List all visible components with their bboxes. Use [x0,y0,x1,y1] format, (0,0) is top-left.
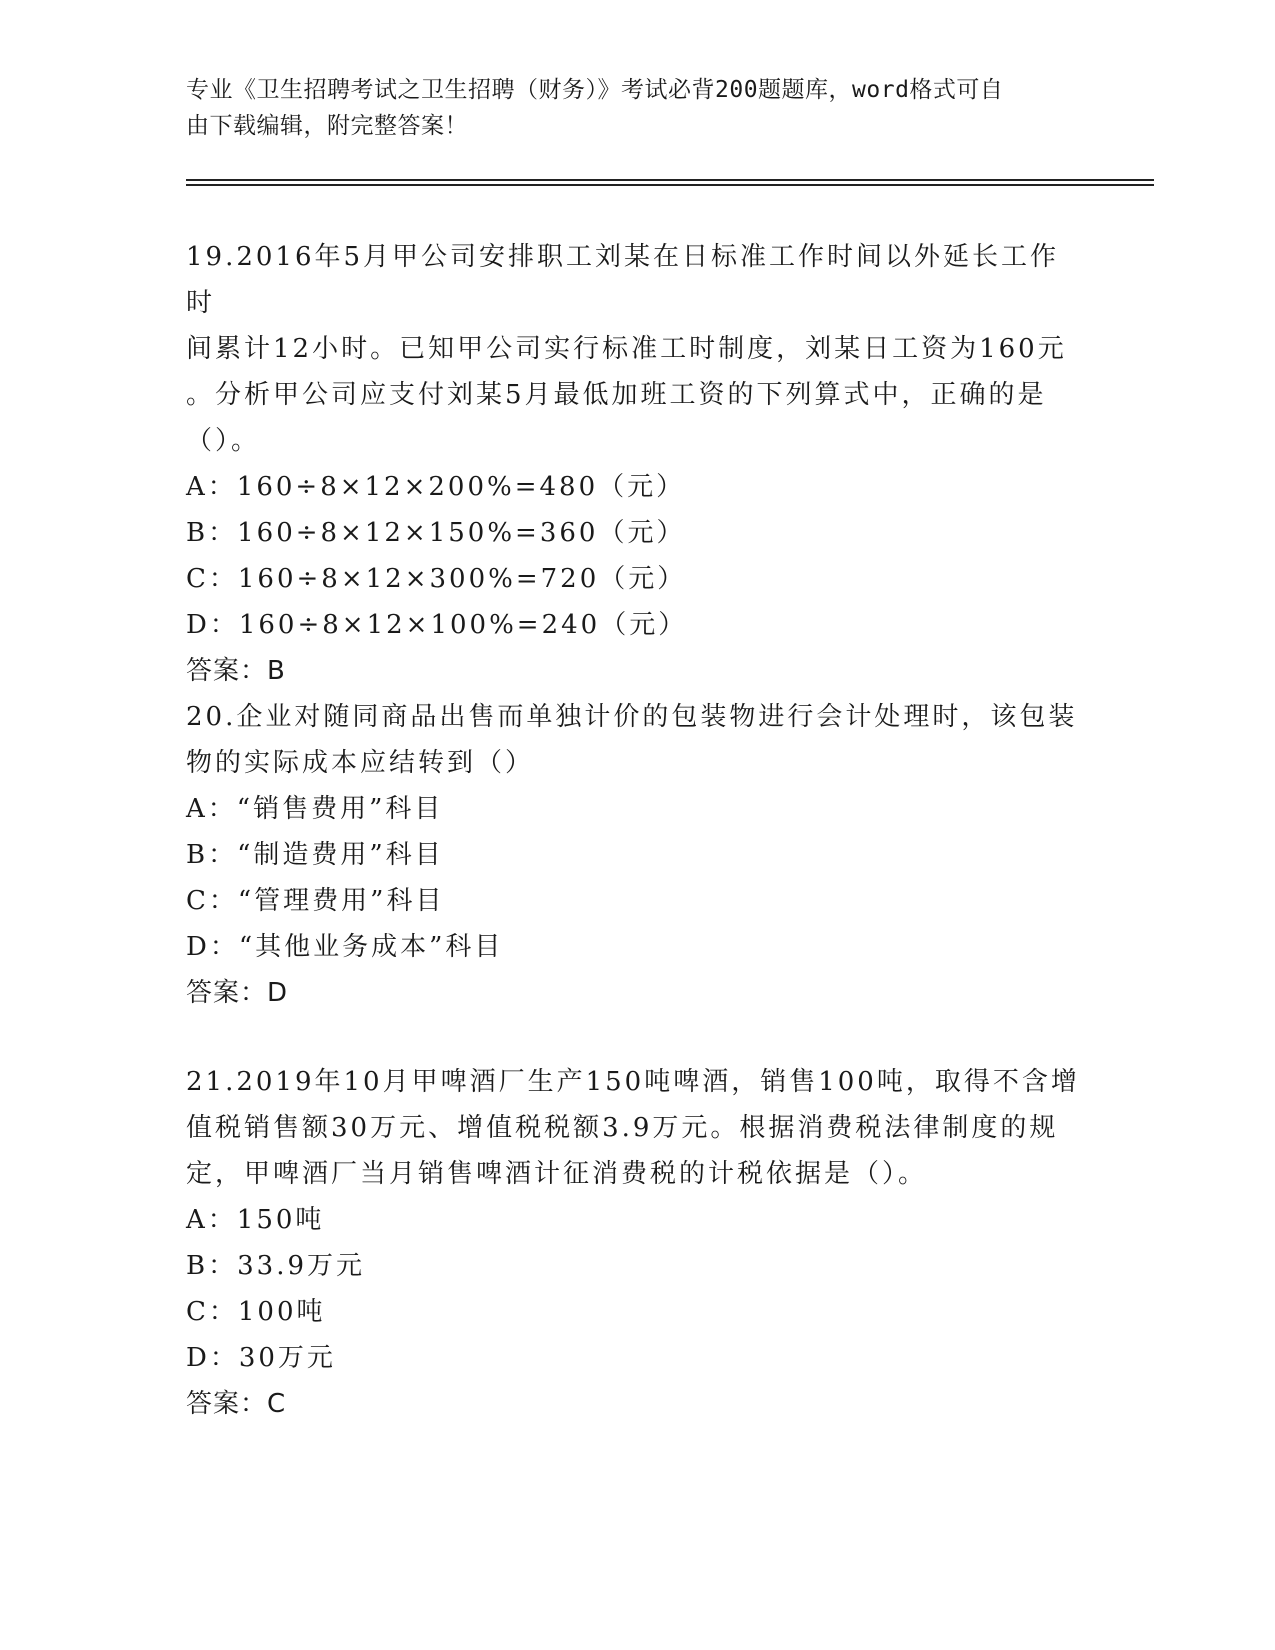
option-b: B：33.9万元 [186,1251,365,1281]
header-line-2: 由下载编辑，附完整答案！ [186,113,468,139]
option-b: B：160÷8×12×150%=360（元） [186,518,686,548]
option-a: A：160÷8×12×200%=480（元） [186,472,686,502]
answer-label: 答案：D [186,978,289,1008]
question-text-line: 20.企业对随同商品出售而单独计价的包装物进行会计处理时，该包装 [186,702,1078,732]
option-c: C：160÷8×12×300%=720（元） [186,564,687,594]
question-text-line: 间累计12小时。已知甲公司实行标准工时制度，刘某日工资为160元 [186,334,1067,364]
question-text-line: 值税销售额30万元、增值税税额3.9万元。根据消费税法律制度的规 [186,1113,1059,1143]
question-text-line: 19.2016年5月甲公司安排职工刘某在日标准工作时间以外延长工作时 [186,242,1060,318]
option-b: B：“制造费用”科目 [186,840,444,870]
question-text-line: 物的实际成本应结转到（） [186,748,535,778]
question-text-line: 定，甲啤酒厂当月销售啤酒计征消费税的计税依据是（）。 [186,1159,928,1189]
question-text-line: 。分析甲公司应支付刘某5月最低加班工资的下列算式中，正确的是 [186,380,1047,410]
option-a: A：150吨 [186,1205,325,1235]
document-header [186,72,1066,144]
header-divider-top [186,179,1154,181]
option-d: D：30万元 [186,1343,336,1373]
header-line-1: 专业《卫生招聘考试之卫生招聘（财务）》考试必背200题题库，word格式可自 [186,77,1004,103]
option-d: D：160÷8×12×100%=240（元） [186,610,688,640]
option-c: C：“管理费用”科目 [186,886,445,916]
option-d: D：“其他业务成本”科目 [186,932,504,962]
question-text-line: （）。 [186,426,261,456]
question-text-line: 21.2019年10月甲啤酒厂生产150吨啤酒，销售100吨，取得不含增 [186,1067,1080,1097]
question-21 [186,1059,1086,1453]
option-c: C：100吨 [186,1297,326,1327]
option-a: A：“销售费用”科目 [186,794,444,824]
question-19 [186,234,1086,720]
question-20 [186,694,1086,1042]
answer-label: 答案：C [186,1389,287,1419]
header-divider-bottom [186,184,1154,186]
answer-label: 答案：B [186,656,286,686]
